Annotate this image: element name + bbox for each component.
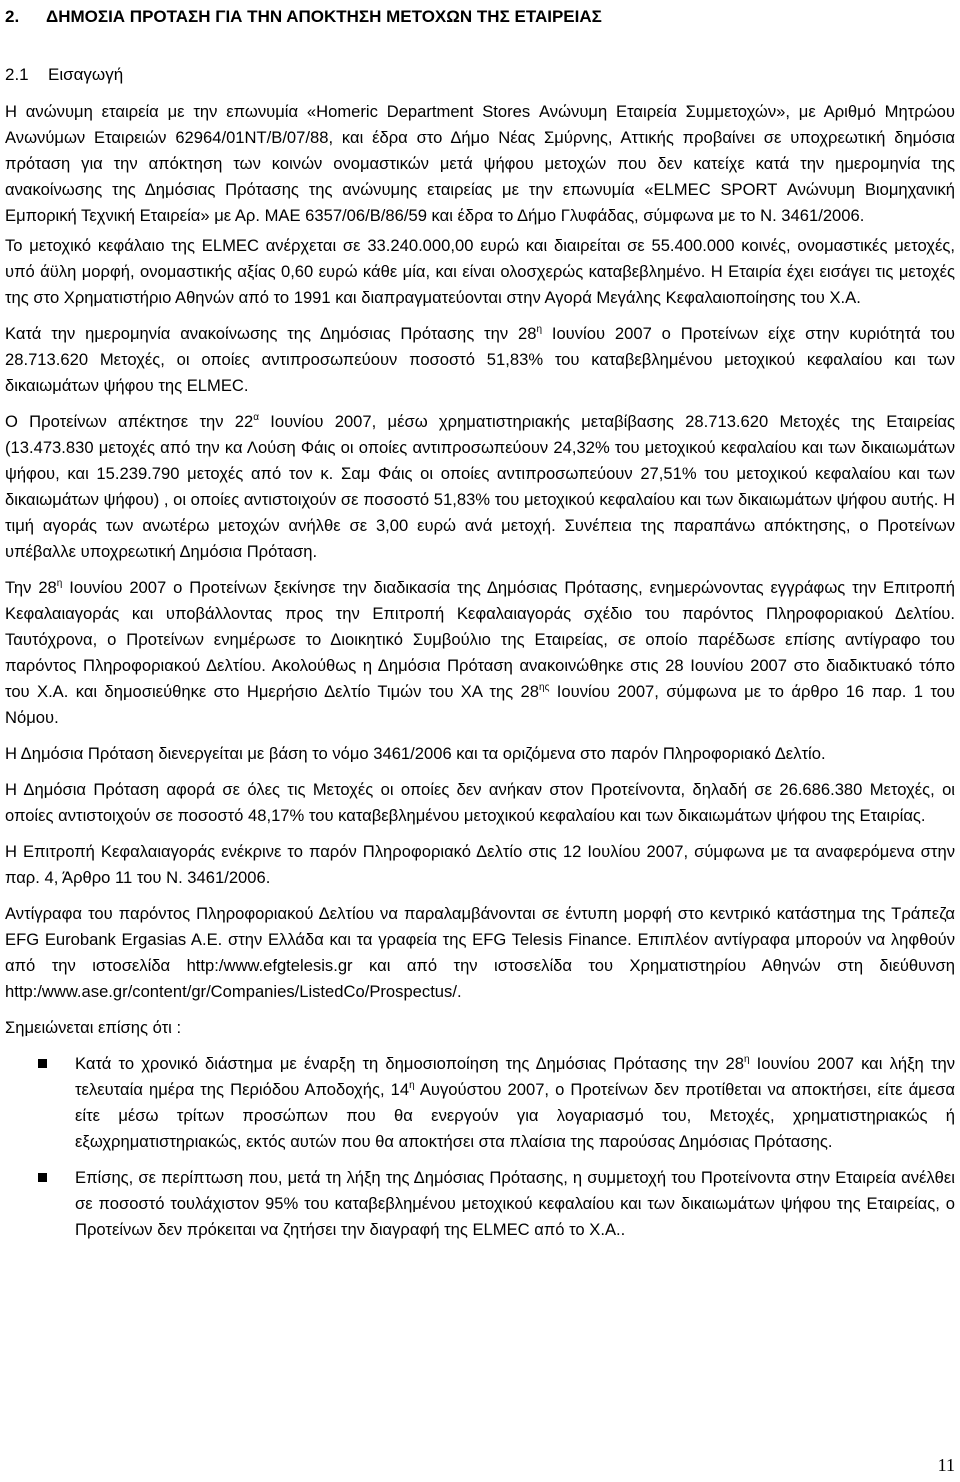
paragraph-notes-intro: Σημειώνεται επίσης ότι : (5, 1018, 182, 1037)
paragraph-procedure: Την $28^\eta$ Ιουνίου 2007 ο Προτείνων ξεκίνησε την διαδικασία της Δημόσιας Πρότασης, ενημερώνοντας εγγράφως την Επιτροπή Κεφαλαιαγοράς και υποβάλλοντας προς την Επιτροπή Κεφαλαιαγοράς σχέδιο του παρόντος Πληροφοριακού Δελτίου. Ταυτόχρονα, ο Προτείνων ενημέρωσε το Διοικητικό Συμβούλιο της Εταιρείας, σε οποίο παρέδωσε επίσης αντίγραφο του παρόντος Πληροφοριακού Δελτίου. Ακολούθως η Δημόσια Πρόταση ανακοινώθηκε στις 28 Ιουνίου 2007 στο διαδικτυακό τόπο του Χ.Α. και δημοσιεύθηκε στο Ημερήσιο Δελτίο Τιμών του ΧΑ της $28^{\eta\varsigma}$ Ιουνίου 2007, σύμφωνα με το άρθρο 16 παρ. 1 του Νόμου. (5, 578, 955, 727)
subsection-number: 2.1 (5, 65, 29, 84)
paragraph-legal-basis: Η Δημόσια Πρόταση διενεργείται με βάση το νόμο 3461/2006 και τα οριζόμενα στο παρόν Πληροφοριακό Δελτίο. (5, 744, 826, 763)
list-item: Επίσης, σε περίπτωση που, μετά τη λήξη της Δημόσιας Πρότασης, η συμμετοχή του Προτείνοντα στην Εταιρεία ανέλθει σε ποσοστό τουλάχιστον 95% του καταβεβλημένου μετοχικού κεφαλαίου και των δικαιωμάτων ψήφου της Εταιρείας, ο Προτείνων δεν πρόκειται να ζητήσει την διαγραφή της ELMEC από το Χ.Α.. (5, 1165, 955, 1243)
notes-list (5, 1051, 955, 1243)
page-number: 11 (937, 1455, 955, 1475)
paragraph-approval: Η Επιτροπή Κεφαλαιαγοράς ενέκρινε το παρόν Πληροφοριακό Δελτίο στις 12 Ιουλίου 2007, σύμφωνα με τα αναφερόμενα στην παρ. 4, Άρθρο 11 του Ν. 3461/2006. (5, 842, 955, 887)
list-item: Κατά το χρονικό διάστημα με έναρξη τη δημοσιοποίηση της Δημόσιας Πρότασης την $28^\eta$ Ιουνίου 2007 και λήξη την τελευταία ημέρα της Περιόδου Αποδοχής, $14^\eta$ Αυγούστου 2007, ο Προτείνων δεν προτίθεται να αποκτήσει, είτε άμεσα είτε μέσω τρίτων προσώπων που θα ενεργούν για λογαριασμό του, Μετοχές, χρηματιστηριακώς ή εξωχρηματιστηριακώς, εκτός αυτών που θα αποκτήσει στα πλαίσια της παρούσας Δημόσιας Πρότασης. (5, 1051, 955, 1155)
square-bullet-icon (38, 1059, 47, 1068)
subsection-heading (5, 62, 955, 88)
section-number: 2. (5, 7, 20, 26)
paragraph-scope: Η Δημόσια Πρόταση αφορά σε όλες τις Μετοχές οι οποίες δεν ανήκαν στον Προτείνοντα, δηλαδή σε 26.686.380 Μετοχές, οι οποίες αντιστοιχούν σε ποσοστό 48,17% του καταβεβλημένου μετοχικού κεφαλαίου και των δικαιωμάτων ψήφου της Εταιρίας. (5, 780, 955, 825)
paragraph-acquisition: Ο Προτείνων απέκτησε την $22^\alpha$ Ιουνίου 2007, μέσω χρηματιστηριακής μεταβίβασης 28.713.620 Μετοχές της Εταιρείας (13.473.830 μετοχές από την κα Λούση Φάις οι οποίες αντιπροσωπεύουν 24,32% του μετοχικού κεφαλαίου και των δικαιωμάτων ψήφου, και 15.239.790 μετοχές από τον κ. Σαμ Φάις οι οποίες αντιπροσωπεύουν 27,51% του μετοχικού κεφαλαίου και των δικαιωμάτων ψήφου) , οι οποίες αντιστοιχούν σε ποσοστό 51,83% του μετοχικού κεφαλαίου και των δικαιωμάτων ψήφου αυτής. Η τιμή αγοράς των ανωτέρω μετοχών ανήλθε σε 3,00 ευρώ ανά μετοχή. Συνέπεια της παραπάνω απόκτησης, ο Προτείνων υπέβαλλε υποχρεωτική Δημόσια Πρόταση. (5, 412, 955, 561)
paragraph-copies: Αντίγραφα του παρόντος Πληροφοριακού Δελτίου να παραλαμβάνονται σε έντυπη μορφή στο κεντρικό κατάστημα της Τράπεζα EFG Eurobank Ergasias A.E. στην Ελλάδα και τα γραφεία της EFG Telesis Finance. Επιπλέον αντίγραφα μπορούν να ληφθούν από την ιστοσελίδα http:/www.efgtelesis.gr και από την ιστοσελίδα του Χρηματιστηρίου Αθηνών στη διεύθυνση http:/www.ase.gr/content/gr/Companies/ListedCo/Prospectus/. (5, 904, 955, 1001)
paragraph-share-capital: Το μετοχικό κεφάλαιο της ELMEC ανέρχεται σε 33.240.000,00 ευρώ και διαιρείται σε 55.400.000 κοινές, ονομαστικές μετοχές, υπό άϋλη μορφή, ονομαστικής αξίας 0,60 ευρώ κάθε μία, και είναι ολοσχερώς καταβεβλημένο. Η Εταιρία έχει εισάγει τις μετοχές της στο Χρηματιστήριο Αθηνών από το 1991 και διαπραγματεύονται στην Αγορά Μεγάλης Κεφαλαιοποίησης του Χ.Α. (5, 236, 955, 307)
paragraph-offer-intro: Η ανώνυμη εταιρεία με την επωνυμία «Homeric Department Stores Ανώνυμη Εταιρεία Συμμετοχών», με Αριθμό Μητρώου Ανωνύμων Εταιρειών 62964/01ΝΤ/Β/07/88, και έδρα στο Δήμο Νέας Σμύρνης, Αττικής προβαίνει σε υποχρεωτική δημόσια πρόταση για την απόκτηση των κοινών ονομαστικών μετά ψήφου μετοχών που δεν κατείχε κατά την ημερομηνία της ανακοίνωσης της Δημόσιας Πρότασης της ανώνυμης εταιρείας με την επωνυμία «ELMEC SPORT Ανώνυμη Βιομηχανική Εμπορική Τεχνική Εταιρεία» με Αρ. ΜΑΕ 6357/06/Β/86/59 και έδρα το Δήμο Γλυφάδας, σύμφωνα με το Ν. 3461/2006. (5, 102, 955, 225)
section-heading (5, 4, 955, 30)
paragraph-announcement-holdings: Κατά την ημερομηνία ανακοίνωσης της Δημόσιας Πρότασης την $28^\eta$ Ιουνίου 2007 ο Προτείνων είχε στην κυριότητά του 28.713.620 Μετοχές, οι οποίες αντιπροσωπεύουν ποσοστό 51,83% του καταβεβλημένου μετοχικού κεφαλαίου και των δικαιωμάτων ψήφου της ELMEC. (5, 324, 955, 395)
document-page (5, 4, 955, 1253)
square-bullet-icon (38, 1173, 47, 1182)
section-title: ΔΗΜΟΣΙΑ ΠΡΟΤΑΣΗ ΓΙΑ ΤΗΝ ΑΠΟΚΤΗΣΗ ΜΕΤΟΧΩΝ ΤΗΣ ΕΤΑΙΡΕΙΑΣ (46, 7, 602, 26)
subsection-title: Εισαγωγή (48, 65, 124, 84)
